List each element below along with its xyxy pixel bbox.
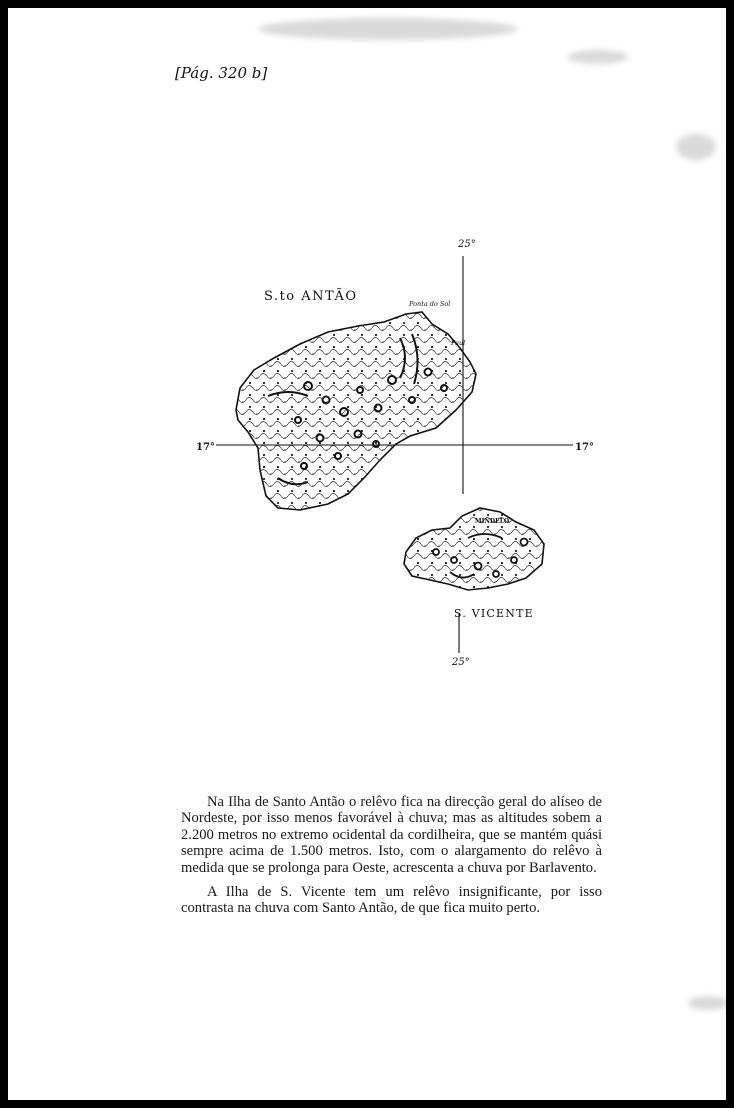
scanned-page <box>8 8 726 1100</box>
parallel-left-label: 17° <box>196 442 215 453</box>
mindelo-label: MINDELO <box>475 518 510 525</box>
page-reference: [Pág. 320 b] <box>175 64 268 82</box>
sao-vicente-label: S. VICENTE <box>454 607 534 620</box>
ponta-do-sol-label: Ponta do Sol <box>409 300 451 308</box>
parallel-right-label: 17° <box>575 442 594 453</box>
island-map <box>8 8 726 1100</box>
paragraph-sao-vicente: A Ilha de S. Vicente tem um relêvo insignificante, por isso contrasta na chuva com Santo Antão, de que fica muito perto. <box>181 884 602 917</box>
paragraph-santo-antao: Na Ilha de Santo Antão o relêvo fica na direcção geral do alíseo de Nordeste, por isso menos favorável à chuva; mas as altitudes sobem a 2.200 metros no extremo ocidental da cordilheira, que se mantém quási sempre acima de 1.500 metros. Isto, com o alargamento do relêvo à medida que se prolonga para Oeste, acrescenta a chuva por Barlavento. <box>181 794 602 876</box>
santo-antao-label: S.to ANTÃO <box>264 289 358 304</box>
paul-label: Paul <box>451 339 466 347</box>
meridian-top-label: 25° <box>458 239 476 250</box>
meridian-bottom-label: 25° <box>452 657 470 668</box>
santo-antao-island <box>236 312 476 510</box>
sao-vicente-island <box>404 508 544 590</box>
